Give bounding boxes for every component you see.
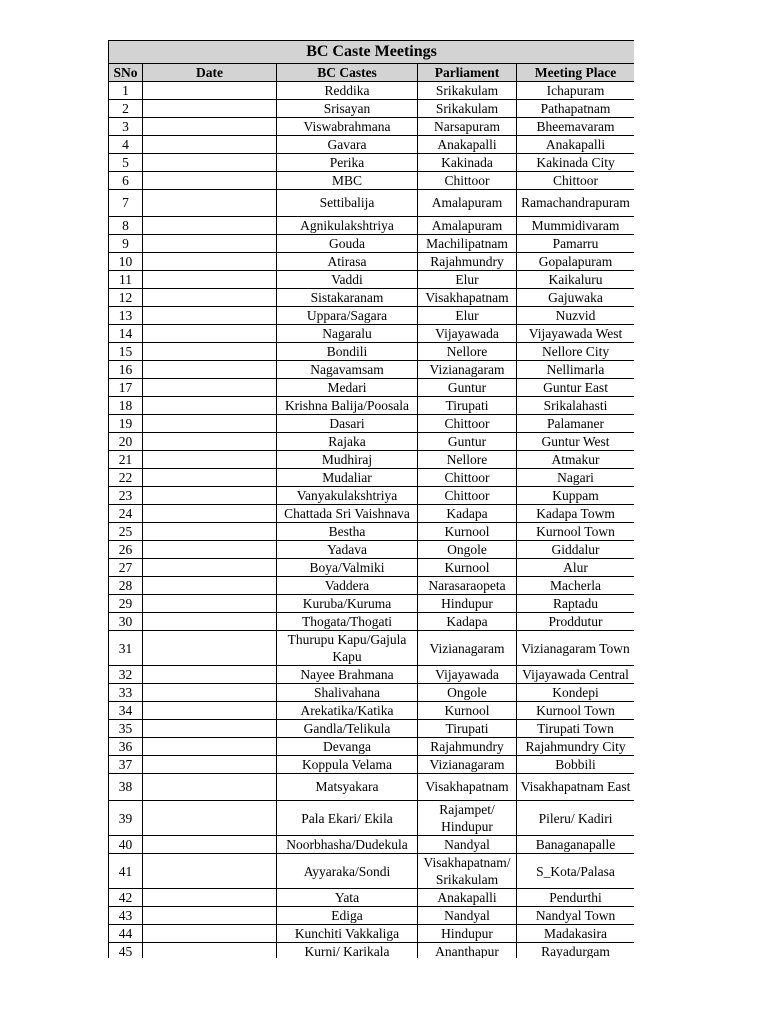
cell-meeting-place: Pathapatnam bbox=[517, 100, 635, 118]
table-row bbox=[109, 559, 635, 577]
cell-bc-caste: Sistakaranam bbox=[277, 289, 418, 307]
cell-sno: 18 bbox=[109, 397, 143, 415]
cell-parliament: Kakinada bbox=[418, 154, 517, 172]
cell-meeting-place: Visakhapatnam East bbox=[517, 774, 635, 801]
cell-parliament: Anakapalli bbox=[418, 136, 517, 154]
table-row bbox=[109, 487, 635, 505]
cell-sno: 28 bbox=[109, 577, 143, 595]
cell-bc-caste: Chattada Sri Vaishnava bbox=[277, 505, 418, 523]
cell-parliament: Guntur bbox=[418, 433, 517, 451]
cell-sno: 17 bbox=[109, 379, 143, 397]
cell-bc-caste: Gandla/Telikula bbox=[277, 720, 418, 738]
cell-bc-caste: Ayyaraka/Sondi bbox=[277, 854, 418, 889]
cell-meeting-place: Bheemavaram bbox=[517, 118, 635, 136]
cell-bc-caste: Reddika bbox=[277, 82, 418, 100]
cell-bc-caste: Agnikulakshtriya bbox=[277, 217, 418, 235]
table-row bbox=[109, 172, 635, 190]
cell-sno: 43 bbox=[109, 907, 143, 925]
cell-parliament: Nandyal bbox=[418, 836, 517, 854]
cell-parliament: Kadapa bbox=[418, 505, 517, 523]
cell-date bbox=[143, 271, 277, 289]
cell-parliament: Visakhapatnam/ Srikakulam bbox=[418, 854, 517, 889]
cell-date bbox=[143, 397, 277, 415]
cell-date bbox=[143, 738, 277, 756]
cell-date bbox=[143, 907, 277, 925]
cell-meeting-place: Chittoor bbox=[517, 172, 635, 190]
cell-sno: 20 bbox=[109, 433, 143, 451]
cell-bc-caste: Ediga bbox=[277, 907, 418, 925]
table-row bbox=[109, 836, 635, 854]
cell-meeting-place: Gajuwaka bbox=[517, 289, 635, 307]
cell-bc-caste: Srisayan bbox=[277, 100, 418, 118]
cell-parliament: Kadapa bbox=[418, 613, 517, 631]
table-row bbox=[109, 631, 635, 666]
table-row bbox=[109, 684, 635, 702]
cell-meeting-place: Anakapalli bbox=[517, 136, 635, 154]
cell-sno: 15 bbox=[109, 343, 143, 361]
cell-date bbox=[143, 854, 277, 889]
cell-sno: 5 bbox=[109, 154, 143, 172]
cell-date bbox=[143, 684, 277, 702]
cell-bc-caste: MBC bbox=[277, 172, 418, 190]
cell-bc-caste: Bondili bbox=[277, 343, 418, 361]
cell-sno: 33 bbox=[109, 684, 143, 702]
cell-parliament: Vijayawada bbox=[418, 325, 517, 343]
table-row bbox=[109, 271, 635, 289]
cell-parliament: Chittoor bbox=[418, 469, 517, 487]
cell-meeting-place: Pileru/ Kadiri bbox=[517, 801, 635, 836]
cell-bc-caste: Vaddera bbox=[277, 577, 418, 595]
cell-meeting-place: Alur bbox=[517, 559, 635, 577]
cell-sno: 11 bbox=[109, 271, 143, 289]
cell-meeting-place: Srikalahasti bbox=[517, 397, 635, 415]
cell-date bbox=[143, 577, 277, 595]
cell-parliament: Srikakulam bbox=[418, 82, 517, 100]
cell-date bbox=[143, 469, 277, 487]
spreadsheet-page bbox=[108, 40, 634, 958]
table-row bbox=[109, 925, 635, 943]
cell-meeting-place: Nellore City bbox=[517, 343, 635, 361]
cell-parliament: Visakhapatnam bbox=[418, 774, 517, 801]
cell-sno: 37 bbox=[109, 756, 143, 774]
cell-meeting-place: S_Kota/Palasa bbox=[517, 854, 635, 889]
cell-sno: 8 bbox=[109, 217, 143, 235]
cell-parliament: Ongole bbox=[418, 684, 517, 702]
column-header-bc-castes: BC Castes bbox=[277, 64, 418, 82]
cell-sno: 4 bbox=[109, 136, 143, 154]
cell-sno: 29 bbox=[109, 595, 143, 613]
cell-meeting-place: Kaikaluru bbox=[517, 271, 635, 289]
cell-bc-caste: Shalivahana bbox=[277, 684, 418, 702]
cell-date bbox=[143, 217, 277, 235]
cell-meeting-place: Ichapuram bbox=[517, 82, 635, 100]
column-header-sno: SNo bbox=[109, 64, 143, 82]
table-row bbox=[109, 154, 635, 172]
table-row bbox=[109, 415, 635, 433]
cell-date bbox=[143, 433, 277, 451]
cell-meeting-place: Kurnool Town bbox=[517, 702, 635, 720]
cell-meeting-place: Kakinada City bbox=[517, 154, 635, 172]
table-row bbox=[109, 253, 635, 271]
cell-parliament: Anakapalli bbox=[418, 889, 517, 907]
cell-meeting-place: Vijayawada West bbox=[517, 325, 635, 343]
cell-sno: 19 bbox=[109, 415, 143, 433]
table-row bbox=[109, 190, 635, 217]
table-row bbox=[109, 756, 635, 774]
cell-date bbox=[143, 836, 277, 854]
cell-sno: 44 bbox=[109, 925, 143, 943]
cell-meeting-place: Raptadu bbox=[517, 595, 635, 613]
cell-parliament: Guntur bbox=[418, 379, 517, 397]
table-row bbox=[109, 100, 635, 118]
cell-parliament: Kurnool bbox=[418, 702, 517, 720]
table-row bbox=[109, 397, 635, 415]
cell-sno: 22 bbox=[109, 469, 143, 487]
cell-meeting-place: Rayadurgam bbox=[517, 943, 635, 959]
cell-date bbox=[143, 136, 277, 154]
cell-parliament: Nellore bbox=[418, 451, 517, 469]
cell-parliament: Ongole bbox=[418, 541, 517, 559]
cell-sno: 31 bbox=[109, 631, 143, 666]
cell-date bbox=[143, 172, 277, 190]
cell-bc-caste: Vaddi bbox=[277, 271, 418, 289]
table-row bbox=[109, 523, 635, 541]
cell-bc-caste: Atirasa bbox=[277, 253, 418, 271]
cell-date bbox=[143, 774, 277, 801]
cell-meeting-place: Macherla bbox=[517, 577, 635, 595]
cell-parliament: Vijayawada bbox=[418, 666, 517, 684]
cell-parliament: Hindupur bbox=[418, 595, 517, 613]
cell-parliament: Narsapuram bbox=[418, 118, 517, 136]
cell-date bbox=[143, 505, 277, 523]
cell-parliament: Narasaraopeta bbox=[418, 577, 517, 595]
table-row bbox=[109, 433, 635, 451]
cell-parliament: Chittoor bbox=[418, 415, 517, 433]
table-row bbox=[109, 505, 635, 523]
cell-date bbox=[143, 801, 277, 836]
cell-date bbox=[143, 613, 277, 631]
cell-parliament: Vizianagaram bbox=[418, 756, 517, 774]
cell-parliament: Tirupati bbox=[418, 397, 517, 415]
cell-meeting-place: Giddalur bbox=[517, 541, 635, 559]
cell-parliament: Rajampet/ Hindupur bbox=[418, 801, 517, 836]
cell-parliament: Nellore bbox=[418, 343, 517, 361]
cell-bc-caste: Nayee Brahmana bbox=[277, 666, 418, 684]
cell-meeting-place: Nuzvid bbox=[517, 307, 635, 325]
cell-sno: 45 bbox=[109, 943, 143, 959]
cell-meeting-place: Ramachandrapuram bbox=[517, 190, 635, 217]
cell-sno: 12 bbox=[109, 289, 143, 307]
cell-sno: 21 bbox=[109, 451, 143, 469]
cell-date bbox=[143, 451, 277, 469]
table-row bbox=[109, 907, 635, 925]
table-row bbox=[109, 595, 635, 613]
cell-parliament: Visakhapatnam bbox=[418, 289, 517, 307]
cell-bc-caste: Pala Ekari/ Ekila bbox=[277, 801, 418, 836]
cell-sno: 3 bbox=[109, 118, 143, 136]
cell-sno: 42 bbox=[109, 889, 143, 907]
cell-meeting-place: Nagari bbox=[517, 469, 635, 487]
cell-bc-caste: Kuruba/Kuruma bbox=[277, 595, 418, 613]
table-row bbox=[109, 307, 635, 325]
cell-meeting-place: Palamaner bbox=[517, 415, 635, 433]
table-row bbox=[109, 541, 635, 559]
cell-sno: 38 bbox=[109, 774, 143, 801]
cell-date bbox=[143, 343, 277, 361]
cell-meeting-place: Atmakur bbox=[517, 451, 635, 469]
cell-date bbox=[143, 379, 277, 397]
cell-sno: 30 bbox=[109, 613, 143, 631]
cell-date bbox=[143, 595, 277, 613]
cell-date bbox=[143, 235, 277, 253]
cell-date bbox=[143, 559, 277, 577]
cell-bc-caste: Settibalija bbox=[277, 190, 418, 217]
cell-sno: 25 bbox=[109, 523, 143, 541]
cell-meeting-place: Bobbili bbox=[517, 756, 635, 774]
cell-parliament: Amalapuram bbox=[418, 190, 517, 217]
cell-date bbox=[143, 289, 277, 307]
cell-date bbox=[143, 82, 277, 100]
column-header-meeting-place: Meeting Place bbox=[517, 64, 635, 82]
cell-bc-caste: Krishna Balija/Poosala bbox=[277, 397, 418, 415]
cell-sno: 34 bbox=[109, 702, 143, 720]
cell-parliament: Vizianagaram bbox=[418, 631, 517, 666]
cell-parliament: Kurnool bbox=[418, 559, 517, 577]
cell-date bbox=[143, 523, 277, 541]
cell-meeting-place: Vijayawada Central bbox=[517, 666, 635, 684]
cell-parliament: Kurnool bbox=[418, 523, 517, 541]
cell-date bbox=[143, 361, 277, 379]
cell-parliament: Amalapuram bbox=[418, 217, 517, 235]
cell-parliament: Ananthapur bbox=[418, 943, 517, 959]
cell-meeting-place: Banaganapalle bbox=[517, 836, 635, 854]
table-body bbox=[109, 82, 635, 959]
cell-bc-caste: Nagavamsam bbox=[277, 361, 418, 379]
cell-sno: 35 bbox=[109, 720, 143, 738]
cell-meeting-place: Madakasira bbox=[517, 925, 635, 943]
cell-sno: 9 bbox=[109, 235, 143, 253]
cell-parliament: Rajahmundry bbox=[418, 253, 517, 271]
table-row bbox=[109, 361, 635, 379]
table-title: BC Caste Meetings bbox=[109, 41, 635, 64]
column-header-parliament: Parliament bbox=[418, 64, 517, 82]
cell-parliament: Srikakulam bbox=[418, 100, 517, 118]
table-row bbox=[109, 469, 635, 487]
cell-bc-caste: Noorbhasha/Dudekula bbox=[277, 836, 418, 854]
cell-sno: 39 bbox=[109, 801, 143, 836]
table-row bbox=[109, 217, 635, 235]
table-row bbox=[109, 343, 635, 361]
cell-date bbox=[143, 541, 277, 559]
table-row bbox=[109, 854, 635, 889]
cell-date bbox=[143, 756, 277, 774]
bc-caste-meetings-table bbox=[108, 40, 634, 958]
table-row bbox=[109, 325, 635, 343]
cell-date bbox=[143, 415, 277, 433]
cell-date bbox=[143, 487, 277, 505]
cell-sno: 1 bbox=[109, 82, 143, 100]
cell-meeting-place: Kadapa Towm bbox=[517, 505, 635, 523]
cell-parliament: Elur bbox=[418, 271, 517, 289]
cell-meeting-place: Guntur West bbox=[517, 433, 635, 451]
cell-sno: 41 bbox=[109, 854, 143, 889]
cell-bc-caste: Dasari bbox=[277, 415, 418, 433]
table-row bbox=[109, 289, 635, 307]
cell-sno: 40 bbox=[109, 836, 143, 854]
cell-sno: 36 bbox=[109, 738, 143, 756]
table-row bbox=[109, 702, 635, 720]
cell-parliament: Chittoor bbox=[418, 172, 517, 190]
cell-bc-caste: Gavara bbox=[277, 136, 418, 154]
cell-bc-caste: Thogata/Thogati bbox=[277, 613, 418, 631]
table-row bbox=[109, 235, 635, 253]
cell-bc-caste: Medari bbox=[277, 379, 418, 397]
cell-date bbox=[143, 925, 277, 943]
cell-bc-caste: Perika bbox=[277, 154, 418, 172]
table-row bbox=[109, 613, 635, 631]
cell-parliament: Machilipatnam bbox=[418, 235, 517, 253]
cell-date bbox=[143, 720, 277, 738]
cell-bc-caste: Kurni/ Karikala bbox=[277, 943, 418, 959]
cell-parliament: Vizianagaram bbox=[418, 361, 517, 379]
cell-meeting-place: Guntur East bbox=[517, 379, 635, 397]
cell-parliament: Chittoor bbox=[418, 487, 517, 505]
cell-meeting-place: Mummidivaram bbox=[517, 217, 635, 235]
cell-date bbox=[143, 325, 277, 343]
table-row bbox=[109, 136, 635, 154]
cell-sno: 32 bbox=[109, 666, 143, 684]
table-row bbox=[109, 738, 635, 756]
cell-bc-caste: Yadava bbox=[277, 541, 418, 559]
cell-bc-caste: Viswabrahmana bbox=[277, 118, 418, 136]
cell-meeting-place: Nandyal Town bbox=[517, 907, 635, 925]
cell-date bbox=[143, 943, 277, 959]
cell-meeting-place: Tirupati Town bbox=[517, 720, 635, 738]
table-row bbox=[109, 379, 635, 397]
cell-bc-caste: Vanyakulakshtriya bbox=[277, 487, 418, 505]
cell-date bbox=[143, 307, 277, 325]
cell-parliament: Hindupur bbox=[418, 925, 517, 943]
cell-sno: 2 bbox=[109, 100, 143, 118]
table-row bbox=[109, 451, 635, 469]
cell-meeting-place: Pamarru bbox=[517, 235, 635, 253]
cell-bc-caste: Arekatika/Katika bbox=[277, 702, 418, 720]
cell-sno: 7 bbox=[109, 190, 143, 217]
cell-sno: 10 bbox=[109, 253, 143, 271]
table-row bbox=[109, 82, 635, 100]
cell-bc-caste: Yata bbox=[277, 889, 418, 907]
cell-bc-caste: Mudhiraj bbox=[277, 451, 418, 469]
cell-bc-caste: Thurupu Kapu/Gajula Kapu bbox=[277, 631, 418, 666]
table-row bbox=[109, 889, 635, 907]
table-row bbox=[109, 577, 635, 595]
cell-bc-caste: Kunchiti Vakkaliga bbox=[277, 925, 418, 943]
cell-parliament: Nandyal bbox=[418, 907, 517, 925]
table-row bbox=[109, 720, 635, 738]
cell-sno: 27 bbox=[109, 559, 143, 577]
cell-sno: 13 bbox=[109, 307, 143, 325]
cell-meeting-place: Gopalapuram bbox=[517, 253, 635, 271]
cell-meeting-place: Proddutur bbox=[517, 613, 635, 631]
cell-bc-caste: Matsyakara bbox=[277, 774, 418, 801]
column-header-date: Date bbox=[143, 64, 277, 82]
cell-date bbox=[143, 100, 277, 118]
cell-date bbox=[143, 702, 277, 720]
cell-bc-caste: Bestha bbox=[277, 523, 418, 541]
cell-meeting-place: Vizianagaram Town bbox=[517, 631, 635, 666]
cell-sno: 14 bbox=[109, 325, 143, 343]
cell-meeting-place: Pendurthi bbox=[517, 889, 635, 907]
cell-bc-caste: Uppara/Sagara bbox=[277, 307, 418, 325]
cell-meeting-place: Kuppam bbox=[517, 487, 635, 505]
cell-parliament: Tirupati bbox=[418, 720, 517, 738]
cell-date bbox=[143, 118, 277, 136]
cell-bc-caste: Nagaralu bbox=[277, 325, 418, 343]
cell-bc-caste: Koppula Velama bbox=[277, 756, 418, 774]
cell-parliament: Rajahmundry bbox=[418, 738, 517, 756]
cell-bc-caste: Devanga bbox=[277, 738, 418, 756]
cell-bc-caste: Mudaliar bbox=[277, 469, 418, 487]
cell-sno: 16 bbox=[109, 361, 143, 379]
table-row bbox=[109, 801, 635, 836]
cell-date bbox=[143, 154, 277, 172]
cell-date bbox=[143, 190, 277, 217]
cell-bc-caste: Boya/Valmiki bbox=[277, 559, 418, 577]
cell-sno: 23 bbox=[109, 487, 143, 505]
table-row bbox=[109, 943, 635, 959]
cell-bc-caste: Rajaka bbox=[277, 433, 418, 451]
table-row bbox=[109, 118, 635, 136]
cell-date bbox=[143, 253, 277, 271]
cell-meeting-place: Nellimarla bbox=[517, 361, 635, 379]
cell-meeting-place: Kurnool Town bbox=[517, 523, 635, 541]
table-row bbox=[109, 774, 635, 801]
cell-date bbox=[143, 666, 277, 684]
cell-date bbox=[143, 889, 277, 907]
table-row bbox=[109, 666, 635, 684]
cell-parliament: Elur bbox=[418, 307, 517, 325]
cell-date bbox=[143, 631, 277, 666]
cell-sno: 26 bbox=[109, 541, 143, 559]
cell-meeting-place: Rajahmundry City bbox=[517, 738, 635, 756]
cell-sno: 6 bbox=[109, 172, 143, 190]
cell-meeting-place: Kondepi bbox=[517, 684, 635, 702]
cell-sno: 24 bbox=[109, 505, 143, 523]
cell-bc-caste: Gouda bbox=[277, 235, 418, 253]
